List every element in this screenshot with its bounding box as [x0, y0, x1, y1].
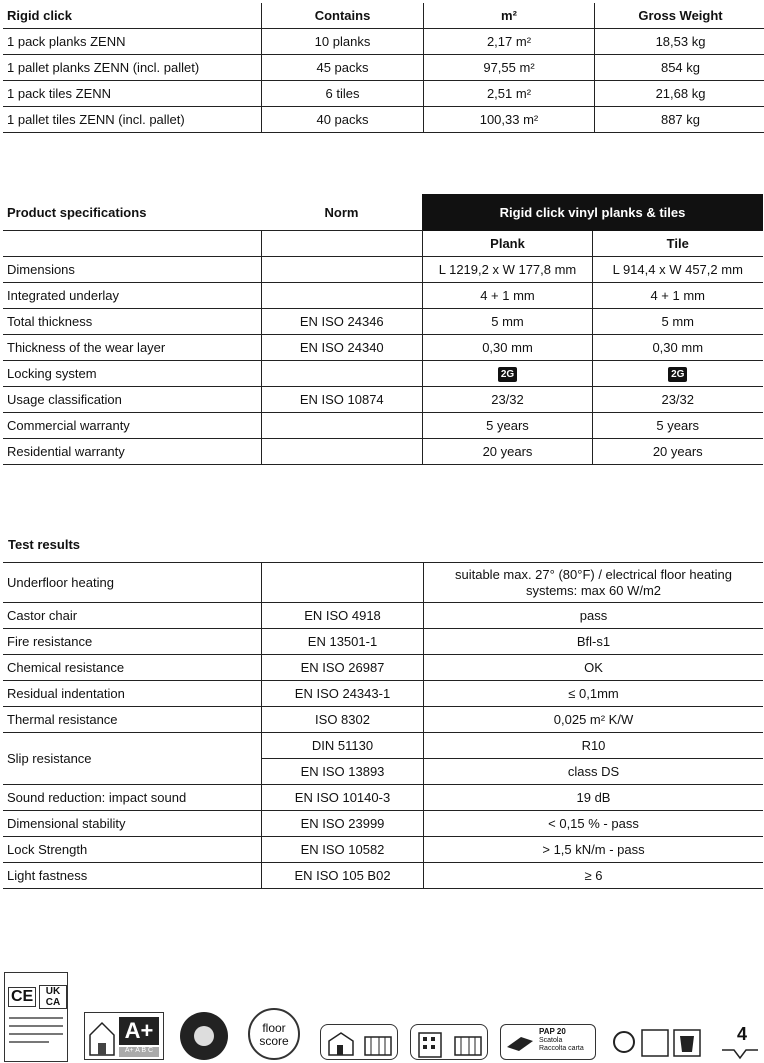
spec-label: Residential warranty: [3, 439, 261, 465]
page-number: 4: [736, 1024, 747, 1044]
test-label: Sound reduction: impact sound: [3, 785, 262, 811]
specs-table: [3, 194, 763, 465]
table-row: [3, 361, 763, 387]
test-norm: [262, 563, 424, 603]
test-value: < 0,15 % - pass: [424, 811, 764, 837]
spec-label: Locking system: [3, 361, 261, 387]
certification-logos: [0, 968, 764, 1063]
test-value: OK: [424, 655, 764, 681]
table-row: [3, 863, 763, 889]
test-norm: EN ISO 23999: [262, 811, 424, 837]
packaging-cell: 21,68 kg: [595, 81, 764, 107]
chevron-down-icon: [720, 1046, 760, 1062]
spec-plank: 20 years: [423, 439, 593, 465]
spec-tile: [593, 361, 763, 387]
emission-class-commercial-icon: [410, 1024, 488, 1060]
spec-label: Thickness of the wear layer: [3, 335, 261, 361]
spec-norm: EN ISO 24340: [261, 335, 423, 361]
test-value: R10: [424, 733, 764, 759]
aplus-rating-icon: A+: [119, 1017, 159, 1045]
specs-sub-plank: Plank: [423, 231, 593, 257]
test-value: 0,025 m² K/W: [424, 707, 764, 733]
table-row: [3, 733, 763, 759]
packaging-cell: 18,53 kg: [595, 29, 764, 55]
packaging-cell: 97,55 m²: [424, 55, 595, 81]
table-row: [3, 55, 764, 81]
test-label: Underfloor heating: [3, 563, 262, 603]
spec-tile: L 914,4 x W 457,2 mm: [593, 257, 763, 283]
test-norm: EN ISO 4918: [262, 603, 424, 629]
table-row: [3, 655, 763, 681]
spec-plank: 5 years: [423, 413, 593, 439]
spec-plank: [423, 361, 593, 387]
spec-tile: 20 years: [593, 439, 763, 465]
spec-tile: 4 + 1 mm: [593, 283, 763, 309]
specs-product-header: Rigid click vinyl planks & tiles: [423, 195, 763, 231]
test-norm: DIN 51130: [262, 733, 424, 759]
specs-subheader-row: [3, 231, 763, 257]
gold-certified-seal-icon: [180, 1012, 228, 1060]
test-norm: EN ISO 13893: [262, 759, 424, 785]
tests-title: Test results: [8, 537, 81, 552]
spec-norm: [261, 361, 423, 387]
disposal-instructions-icons: [612, 1024, 704, 1060]
test-label: Fire resistance: [3, 629, 262, 655]
ce-mark-icon: CE: [8, 987, 36, 1007]
spec-tile: 5 years: [593, 413, 763, 439]
packaging-table: [3, 3, 764, 133]
table-row: [3, 29, 764, 55]
packaging-cell: 2,17 m²: [424, 29, 595, 55]
packaging-header-row: [3, 3, 764, 29]
table-row: [3, 335, 763, 361]
spec-plank: 0,30 mm: [423, 335, 593, 361]
specs-empty-cell: [3, 231, 261, 257]
table-row: [3, 563, 763, 603]
test-label: Residual indentation: [3, 681, 262, 707]
packaging-cell: 1 pallet planks ZENN (incl. pallet): [3, 55, 262, 81]
test-value: 19 dB: [424, 785, 764, 811]
pap20-code: PAP 20: [539, 1027, 566, 1036]
spec-tile: 5 mm: [593, 309, 763, 335]
table-row: [3, 107, 764, 133]
test-value: > 1,5 kN/m - pass: [424, 837, 764, 863]
box-icon: [505, 1031, 535, 1053]
spec-plank: L 1219,2 x W 177,8 mm: [423, 257, 593, 283]
spec-norm: EN ISO 24346: [261, 309, 423, 335]
spec-label: Commercial warranty: [3, 413, 261, 439]
packaging-cell: 40 packs: [262, 107, 424, 133]
test-value: class DS: [424, 759, 764, 785]
packaging-cell: 854 kg: [595, 55, 764, 81]
packaging-cell: 887 kg: [595, 107, 764, 133]
packaging-header-weight: Gross Weight: [595, 3, 764, 29]
test-label: Thermal resistance: [3, 707, 262, 733]
table-row: [3, 603, 763, 629]
table-row: [3, 629, 763, 655]
tests-table: [3, 562, 763, 889]
packaging-cell: 1 pack tiles ZENN: [3, 81, 262, 107]
spec-norm: EN ISO 10874: [261, 387, 423, 413]
specs-sub-tile: Tile: [593, 231, 763, 257]
spec-plank: 23/32: [423, 387, 593, 413]
table-row: [3, 837, 763, 863]
table-row: [3, 413, 763, 439]
specs-empty-cell: [261, 231, 423, 257]
table-row: [3, 681, 763, 707]
test-value: ≤ 0,1mm: [424, 681, 764, 707]
spec-plank: 5 mm: [423, 309, 593, 335]
recycle-bin-icon: [612, 1024, 704, 1060]
spec-tile: 0,30 mm: [593, 335, 763, 361]
house-icon: [88, 1017, 116, 1057]
spec-norm: [261, 439, 423, 465]
specs-header-row: [3, 195, 763, 231]
test-norm: EN ISO 10582: [262, 837, 424, 863]
spec-norm: [261, 283, 423, 309]
test-label: Lock Strength: [3, 837, 262, 863]
specs-norm-header: Norm: [261, 195, 423, 231]
specs-title: Product specifications: [3, 195, 261, 231]
test-norm: ISO 8302: [262, 707, 424, 733]
ce-ukca-label-logo: [4, 972, 68, 1062]
test-value: suitable max. 27° (80°F) / electrical floor heating systems: max 60 W/m2: [424, 563, 764, 603]
table-row: [3, 387, 763, 413]
spec-label: Dimensions: [3, 257, 261, 283]
packaging-cell: 45 packs: [262, 55, 424, 81]
packaging-header-area: m²: [424, 3, 595, 29]
test-label: Light fastness: [3, 863, 262, 889]
test-norm: EN ISO 10140-3: [262, 785, 424, 811]
table-row: [3, 439, 763, 465]
test-label: Slip resistance: [3, 733, 262, 785]
spec-norm: [261, 257, 423, 283]
indoor-air-emissions-logo: [84, 1012, 164, 1060]
test-label: Chemical resistance: [3, 655, 262, 681]
table-row: [3, 257, 763, 283]
spec-plank: 4 + 1 mm: [423, 283, 593, 309]
floorscore-logo-icon: floor score: [248, 1008, 300, 1060]
spec-label: Total thickness: [3, 309, 261, 335]
packaging-cell: 10 planks: [262, 29, 424, 55]
test-norm: EN ISO 24343-1: [262, 681, 424, 707]
locking-2g-badge: 2G: [668, 367, 687, 382]
packaging-header-product: Rigid click: [3, 3, 262, 29]
table-row: [3, 309, 763, 335]
packaging-cell: 6 tiles: [262, 81, 424, 107]
aplus-scale: A+ A B C: [119, 1047, 159, 1057]
test-value: Bfl-s1: [424, 629, 764, 655]
packaging-cell: 100,33 m²: [424, 107, 595, 133]
table-row: [3, 811, 763, 837]
table-row: [3, 707, 763, 733]
table-row: [3, 283, 763, 309]
table-row: [3, 81, 764, 107]
ukca-mark-icon: UK CA: [39, 985, 67, 1009]
test-value: pass: [424, 603, 764, 629]
packaging-cell: 2,51 m²: [424, 81, 595, 107]
pap20-instruction: Scatola Raccolta carta: [539, 1037, 584, 1052]
table-row: [3, 785, 763, 811]
spec-norm: [261, 413, 423, 439]
spec-label: Usage classification: [3, 387, 261, 413]
test-value: ≥ 6: [424, 863, 764, 889]
spec-label: Integrated underlay: [3, 283, 261, 309]
test-norm: EN ISO 26987: [262, 655, 424, 681]
spec-tile: 23/32: [593, 387, 763, 413]
packaging-cell: 1 pallet tiles ZENN (incl. pallet): [3, 107, 262, 133]
locking-2g-badge: 2G: [498, 367, 517, 382]
packaging-header-contains: Contains: [262, 3, 424, 29]
recycling-pap20-logo: [500, 1024, 596, 1060]
packaging-cell: 1 pack planks ZENN: [3, 29, 262, 55]
test-norm: EN 13501-1: [262, 629, 424, 655]
test-label: Dimensional stability: [3, 811, 262, 837]
emission-class-residential-icon: [320, 1024, 398, 1060]
test-norm: EN ISO 105 B02: [262, 863, 424, 889]
test-label: Castor chair: [3, 603, 262, 629]
